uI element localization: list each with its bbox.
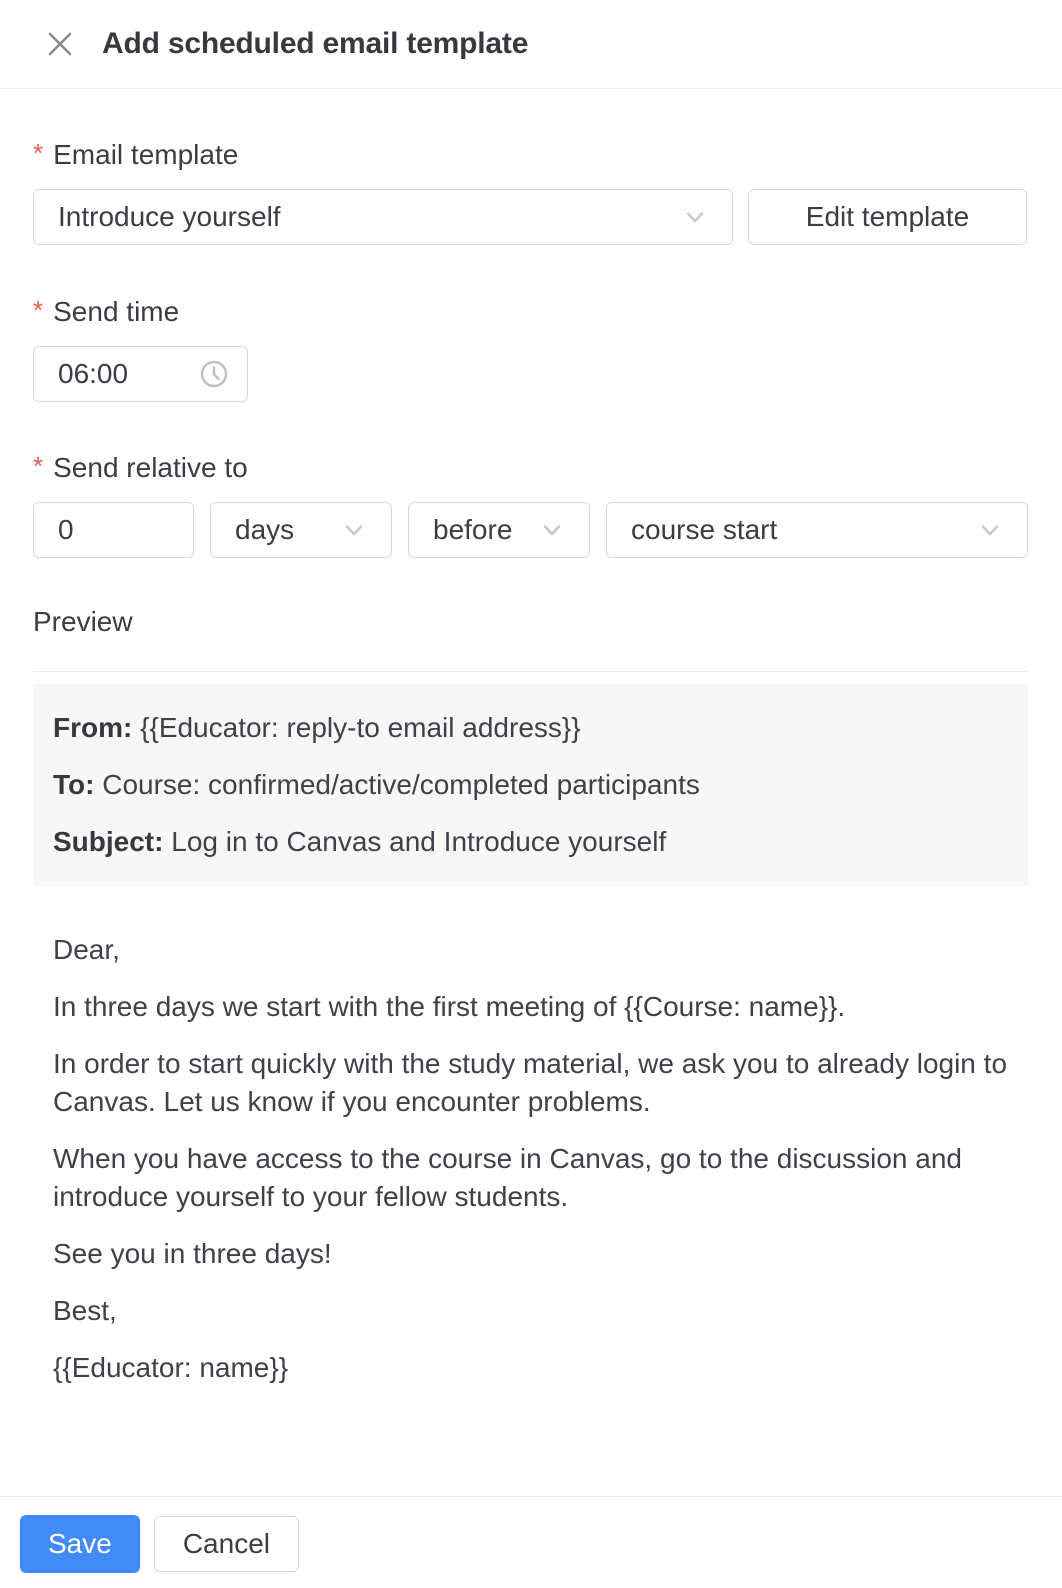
relative-unit-select[interactable] [210,502,392,558]
send-time-label [33,294,1028,328]
edit-template-button[interactable] [748,189,1027,245]
email-template-select[interactable] [33,189,733,245]
chevron-down-icon [341,517,367,543]
chevron-down-icon [977,517,1003,543]
save-button[interactable] [20,1515,140,1573]
email-body-paragraph: Dear, [53,934,120,965]
preview-to-line [53,766,1008,804]
required-asterisk: * [33,451,44,481]
chevron-down-icon [539,517,565,543]
send-time-label-text: Send time [53,296,180,327]
email-body-paragraph: In order to start quickly with the study material, we ask you to already login to Canvas. Let us know if you encounter problems. [53,1048,1008,1117]
cancel-button[interactable] [154,1516,299,1572]
email-preview-body [33,931,1028,1387]
preview-from-line [53,709,1008,747]
from-value: {{Educator: reply-to email address}} [140,712,581,743]
required-asterisk: * [33,138,44,168]
subject-label: Subject: [53,826,164,857]
email-preview-meta [33,684,1028,886]
email-template-label-text: Email template [53,139,239,170]
preview-heading: Preview [33,606,133,637]
send-time-input[interactable] [33,346,248,402]
modal-content [0,89,1062,1496]
relative-amount-input[interactable] [33,502,194,558]
email-template-label [33,137,1028,171]
modal-title: Add scheduled email template [102,27,529,60]
email-template-selected-value: Introduce yourself [58,201,281,232]
email-body-paragraph: In three days we start with the first meeting of {{Course: name}}. [53,991,846,1022]
close-icon [45,29,75,59]
relative-direction-selected-value: before [433,514,513,545]
from-label: From: [53,712,133,743]
subject-value: Log in to Canvas and Introduce yourself [171,826,667,857]
modal-footer [0,1496,1062,1588]
preview-subject-line [53,823,1008,861]
email-body-paragraph: When you have access to the course in Canvas, go to the discussion and introduce yourself to your fellow students. [53,1143,962,1212]
chevron-down-icon [682,204,708,230]
save-button-label: Save [48,1528,112,1559]
email-body-paragraph: Best, [53,1295,117,1326]
email-body-paragraph: See you in three days! [53,1238,332,1269]
close-button[interactable] [44,28,76,60]
send-relative-to-label [33,450,1028,484]
modal-header [0,0,1062,89]
cancel-button-label: Cancel [182,1528,270,1559]
to-label: To: [53,769,95,800]
send-relative-to-label-text: Send relative to [53,452,248,483]
required-asterisk: * [33,295,44,325]
relative-direction-select[interactable] [408,502,590,558]
relative-anchor-select[interactable] [606,502,1028,558]
preview-divider [33,671,1028,672]
relative-unit-selected-value: days [235,514,295,545]
relative-anchor-selected-value: course start [631,514,778,545]
edit-template-button-label: Edit template [805,201,970,232]
to-value: Course: confirmed/active/completed participants [102,769,700,800]
email-body-paragraph: {{Educator: name}} [53,1352,289,1383]
